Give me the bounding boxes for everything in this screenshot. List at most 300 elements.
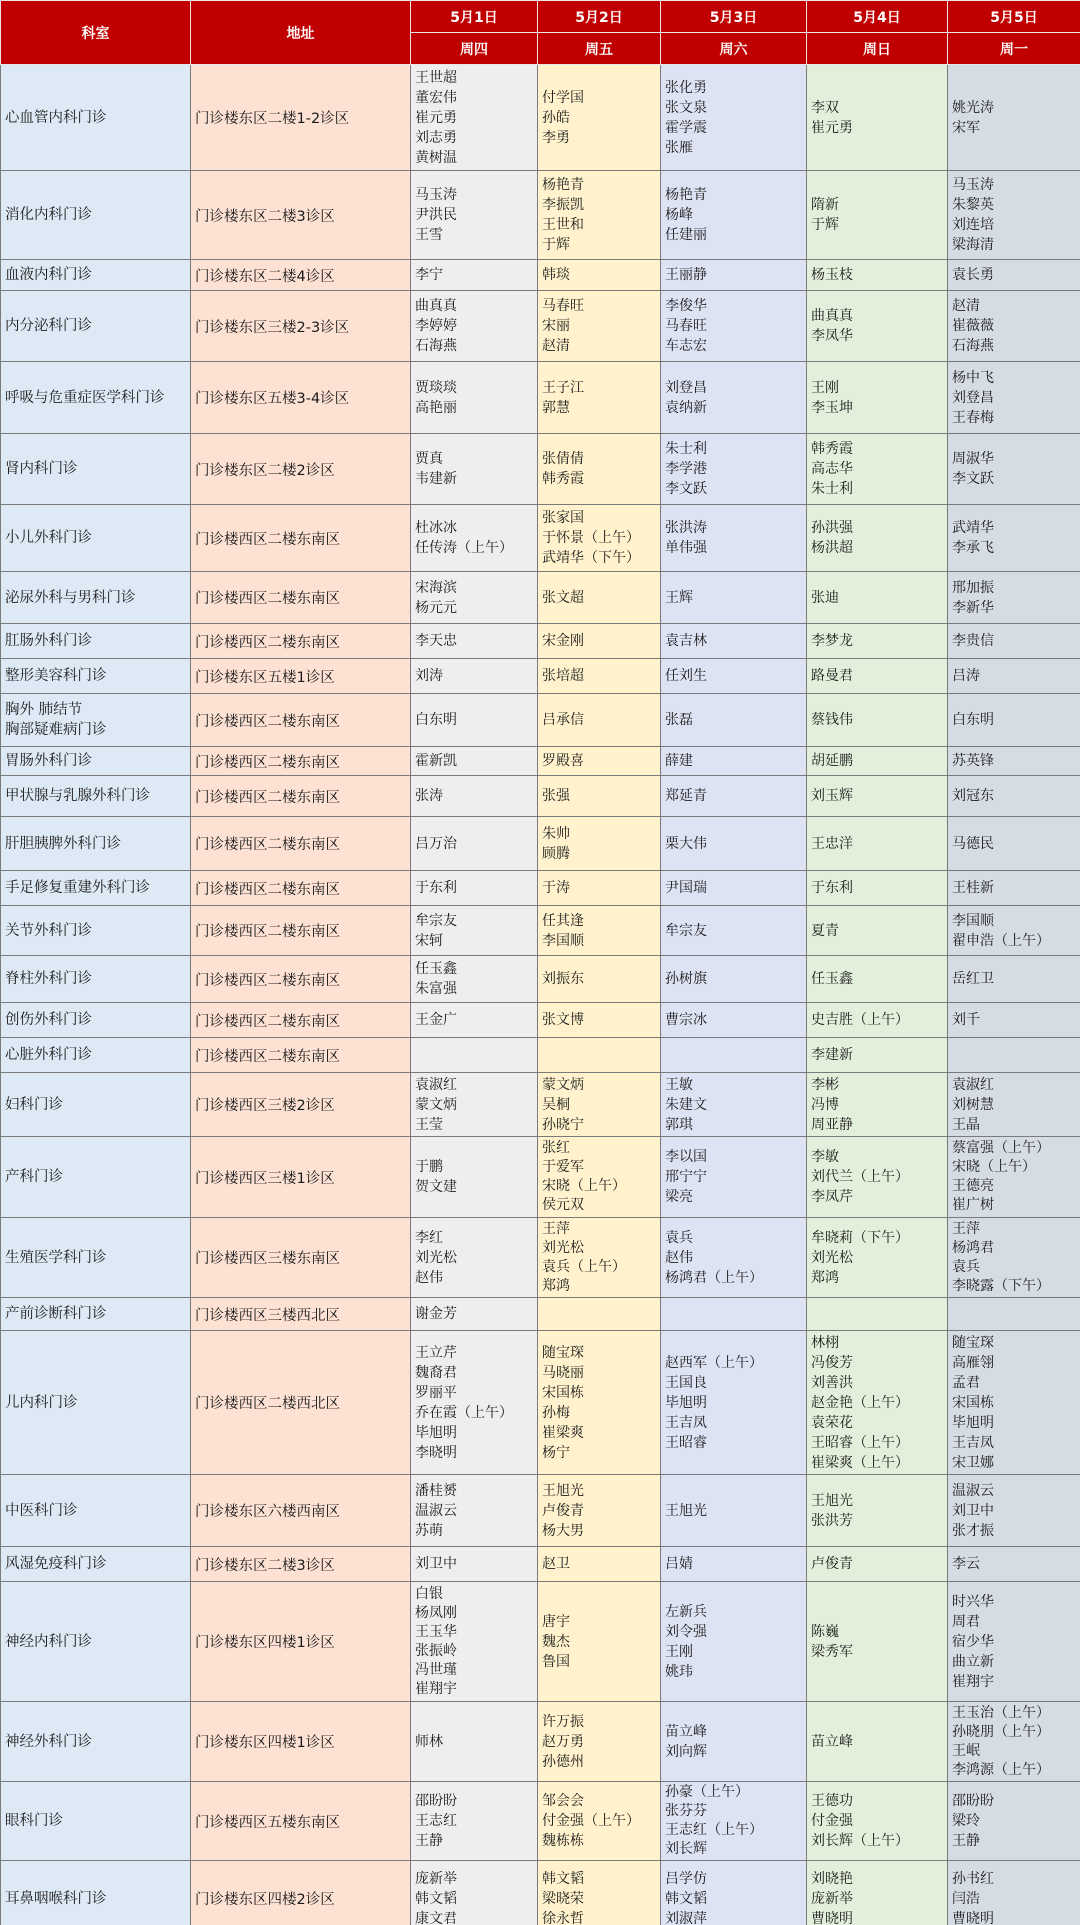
doctor-name: 孙晓宁 — [542, 1116, 584, 1133]
address-header: 地址 — [191, 1, 411, 65]
doctor-name: 潘桂赟 — [415, 1482, 457, 1499]
doctor-name: 任传涛（上午） — [415, 540, 513, 556]
doctor-name: 韩琰 — [542, 267, 570, 283]
doctor-cell — [948, 1547, 1080, 1582]
doctor-cell — [948, 1298, 1080, 1331]
doctor-cell — [948, 817, 1080, 871]
doctor-name: 梁秀军 — [811, 1643, 853, 1660]
doctor-name: 刘善洪 — [811, 1374, 853, 1391]
doctor-cell — [948, 659, 1080, 694]
doctor-name: 杨元元 — [415, 599, 457, 616]
doctor-name: 赵伟 — [665, 1249, 693, 1266]
doctor-name: 薛建 — [665, 753, 693, 769]
doctor-name: 崔薇薇 — [952, 318, 994, 334]
table-row — [1, 1073, 1080, 1137]
doctor-name: 刘光松 — [415, 1249, 457, 1266]
address-cell: 门诊楼东区四楼1诊区 — [191, 1582, 411, 1702]
dept-name: 肛肠外科门诊 — [5, 633, 92, 649]
doctor-cell — [948, 747, 1080, 776]
doctor-name: 黄树温 — [415, 149, 457, 166]
doctor-cell — [411, 956, 538, 1003]
doctor-name: 赵金艳（上午） — [811, 1394, 909, 1411]
doctor-name: 石海燕 — [415, 338, 457, 354]
doctor-name: 李云 — [952, 1556, 980, 1572]
doctor-name: 袁淑红 — [415, 1076, 457, 1093]
doctor-name: 张倩倩 — [542, 451, 584, 467]
address-cell: 门诊楼东区三楼2-3诊区 — [191, 291, 411, 362]
address-cell: 门诊楼西区二楼东南区 — [191, 956, 411, 1003]
weekday-header: 周六 — [661, 33, 807, 65]
doctor-name: 毕旭明 — [665, 1394, 707, 1411]
doctor-cell — [948, 1582, 1080, 1702]
doctor-name: 李红 — [415, 1229, 443, 1246]
table-row — [1, 956, 1080, 1003]
doctor-name: 崔元勇 — [415, 109, 457, 126]
doctor-name: 蒙文炳 — [542, 1076, 584, 1093]
dept-cell — [1, 260, 191, 291]
doctor-name: 李敏 — [811, 1149, 839, 1165]
doctor-cell — [538, 1702, 661, 1782]
doctor-name: 刘登昌 — [665, 379, 707, 396]
doctor-cell — [411, 817, 538, 871]
doctor-name: 夏青 — [811, 922, 839, 939]
doctor-name: 李新华 — [952, 599, 994, 616]
doctor-name: 朱建文 — [665, 1096, 707, 1113]
doctor-name: 刘光松 — [811, 1249, 853, 1266]
doctor-cell — [411, 1475, 538, 1547]
doctor-name: 曲立新 — [952, 1653, 994, 1670]
address-cell: 门诊楼西区三楼东南区 — [191, 1218, 411, 1298]
dept-cell — [1, 817, 191, 871]
doctor-name: 王金广 — [415, 1012, 457, 1028]
dept-cell — [1, 1331, 191, 1475]
doctor-cell — [661, 1073, 807, 1137]
doctor-name: 康文君 — [415, 1910, 457, 1925]
doctor-name: 姚玮 — [665, 1663, 693, 1680]
doctor-cell — [661, 1331, 807, 1475]
doctor-name: 于怀景（上午） — [542, 530, 640, 546]
doctor-cell — [538, 1298, 661, 1331]
doctor-name: 赵清 — [542, 338, 570, 354]
table-row — [1, 694, 1080, 747]
doctor-name: 孙豪（上午） — [665, 1784, 749, 1800]
dept-name: 内分泌科门诊 — [5, 318, 92, 334]
doctor-name: 朱士利 — [811, 481, 853, 497]
weekday-header: 周日 — [807, 33, 948, 65]
doctor-name: 曹宗冰 — [665, 1012, 707, 1028]
table-row — [1, 434, 1080, 505]
doctor-cell — [661, 171, 807, 260]
date-header: 5月1日 — [411, 1, 538, 33]
table-row — [1, 65, 1080, 171]
table-row — [1, 747, 1080, 776]
doctor-name: 韩文韬 — [542, 1870, 584, 1887]
doctor-name: 崔翔宇 — [415, 1680, 457, 1697]
doctor-name: 李建新 — [811, 1047, 853, 1063]
doctor-cell — [411, 434, 538, 505]
doctor-name: 贾琰琰 — [415, 379, 457, 396]
doctor-name: 曹晓明 — [811, 1910, 853, 1925]
weekday-header: 周四 — [411, 33, 538, 65]
doctor-name: 李宁 — [415, 267, 443, 283]
doctor-name: 曹晓明 — [952, 1910, 994, 1925]
doctor-name: 李以国 — [665, 1149, 707, 1165]
doctor-cell — [807, 65, 948, 171]
table-row — [1, 572, 1080, 624]
doctor-cell — [411, 1861, 538, 1925]
doctor-name: 李俊华 — [665, 298, 707, 314]
doctor-name: 袁兵 — [665, 1229, 693, 1246]
doctor-cell — [807, 1861, 948, 1925]
dept-cell — [1, 776, 191, 817]
dept-cell — [1, 1475, 191, 1547]
doctor-name: 王静 — [952, 1833, 980, 1849]
doctor-name: 李婷婷 — [415, 318, 457, 334]
doctor-name: 杨洪超 — [811, 540, 853, 556]
doctor-name: 尹洪民 — [415, 207, 457, 223]
doctor-name: 赵万勇 — [542, 1733, 584, 1750]
table-row — [1, 1702, 1080, 1782]
doctor-name: 马德民 — [952, 835, 994, 852]
doctor-name: 马玉涛 — [415, 187, 457, 203]
doctor-cell — [661, 1218, 807, 1298]
doctor-name: 刘代兰（上午） — [811, 1169, 909, 1185]
table-row — [1, 1547, 1080, 1582]
doctor-name: 白东明 — [415, 712, 457, 728]
doctor-cell — [948, 434, 1080, 505]
doctor-name: 王志红（上午） — [665, 1822, 763, 1838]
doctor-cell — [661, 1702, 807, 1782]
doctor-name: 白银 — [415, 1585, 443, 1602]
doctor-name: 李彬 — [811, 1076, 839, 1093]
doctor-name: 袁长勇 — [952, 267, 994, 283]
doctor-name: 袁兵 — [952, 1258, 980, 1275]
dept-name: 手足修复重建外科门诊 — [5, 880, 150, 896]
doctor-name: 马春旺 — [542, 298, 584, 314]
doctor-name: 李承飞 — [952, 540, 994, 556]
table-row — [1, 1298, 1080, 1331]
doctor-cell — [807, 1475, 948, 1547]
doctor-cell — [807, 1331, 948, 1475]
doctor-cell — [661, 1547, 807, 1582]
doctor-name: 梁亮 — [665, 1189, 693, 1205]
dept-cell — [1, 1137, 191, 1218]
doctor-cell — [538, 1073, 661, 1137]
doctor-cell — [807, 659, 948, 694]
doctor-cell — [538, 260, 661, 291]
doctor-name: 张化勇 — [665, 79, 707, 96]
doctor-name: 马晓丽 — [542, 1364, 584, 1381]
doctor-name: 宋轲 — [415, 932, 443, 949]
doctor-name: 朱士利 — [665, 441, 707, 457]
doctor-cell — [807, 291, 948, 362]
doctor-name: 徐永哲 — [542, 1910, 584, 1925]
doctor-name: 苗立峰 — [665, 1723, 707, 1740]
address-cell: 门诊楼西区三楼1诊区 — [191, 1137, 411, 1218]
doctor-name: 张磊 — [665, 712, 693, 728]
doctor-cell — [661, 906, 807, 956]
doctor-name: 蒙文炳 — [415, 1096, 457, 1113]
doctor-name: 魏裔君 — [415, 1364, 457, 1381]
address-cell: 门诊楼西区二楼东南区 — [191, 817, 411, 871]
doctor-cell — [411, 1137, 538, 1218]
doctor-name: 陈巍 — [811, 1623, 839, 1640]
doctor-name: 曲真真 — [811, 308, 853, 324]
address-cell: 门诊楼东区二楼3诊区 — [191, 1547, 411, 1582]
doctor-name: 侯元双 — [542, 1197, 584, 1213]
doctor-name: 王丽静 — [665, 267, 707, 283]
doctor-name: 庞新举 — [811, 1890, 853, 1907]
doctor-name: 韩秀霞 — [542, 471, 584, 487]
dept-name: 肝胆胰脾外科门诊 — [5, 835, 121, 852]
address-cell: 门诊楼西区二楼东南区 — [191, 1003, 411, 1038]
doctor-name: 冯俊芳 — [811, 1354, 853, 1371]
doctor-name: 孙树旗 — [665, 971, 707, 987]
table-row — [1, 362, 1080, 434]
doctor-name: 李凤芹 — [811, 1189, 853, 1205]
doctor-name: 郑鸿 — [542, 1277, 570, 1294]
address-cell: 门诊楼东区二楼3诊区 — [191, 171, 411, 260]
doctor-name: 谢金芳 — [415, 1306, 457, 1322]
doctor-name: 宋晓（上午） — [952, 1159, 1036, 1175]
doctor-name: 牟宗友 — [665, 922, 707, 939]
doctor-name: 宋晓（上午） — [542, 1178, 626, 1194]
doctor-cell — [948, 871, 1080, 906]
doctor-cell — [411, 260, 538, 291]
table-row — [1, 1861, 1080, 1925]
doctor-name: 贺文建 — [415, 1179, 457, 1195]
dept-name: 小儿外科门诊 — [5, 530, 92, 546]
doctor-name: 王昭睿 — [665, 1434, 707, 1451]
doctor-name: 冯博 — [811, 1096, 839, 1113]
address-cell: 门诊楼西区三楼2诊区 — [191, 1073, 411, 1137]
doctor-name: 李玉坤 — [811, 399, 853, 416]
doctor-cell — [411, 291, 538, 362]
address-cell: 门诊楼东区五楼1诊区 — [191, 659, 411, 694]
doctor-name: 庞新举 — [415, 1870, 457, 1887]
dept-name: 整形美容科门诊 — [5, 668, 107, 684]
doctor-name: 李勇 — [542, 129, 570, 146]
doctor-name: 石海燕 — [952, 338, 994, 354]
doctor-name: 王刚 — [811, 379, 839, 396]
doctor-name: 苗立峰 — [811, 1733, 853, 1750]
doctor-cell — [948, 65, 1080, 171]
doctor-name: 于辉 — [811, 217, 839, 233]
doctor-cell — [538, 1137, 661, 1218]
doctor-name: 翟申浩（上午） — [952, 932, 1050, 949]
doctor-cell — [661, 659, 807, 694]
doctor-cell — [948, 1782, 1080, 1861]
date-header: 5月2日 — [538, 1, 661, 33]
doctor-name: 孙晓朋（上午） — [952, 1723, 1050, 1740]
doctor-cell — [538, 956, 661, 1003]
doctor-name: 唐宇 — [542, 1613, 570, 1630]
doctor-name: 李梦龙 — [811, 633, 853, 649]
doctor-cell — [948, 362, 1080, 434]
doctor-cell — [807, 1582, 948, 1702]
dept-name: 耳鼻咽喉科门诊 — [5, 1890, 107, 1907]
dept-name: 关节外科门诊 — [5, 922, 92, 939]
doctor-cell — [661, 776, 807, 817]
doctor-cell — [538, 362, 661, 434]
doctor-cell — [411, 171, 538, 260]
doctor-name: 王岷 — [952, 1742, 980, 1759]
doctor-name: 孙德州 — [542, 1753, 584, 1770]
doctor-cell — [538, 817, 661, 871]
doctor-name: 于涛 — [542, 880, 570, 896]
table-row — [1, 817, 1080, 871]
doctor-name: 任其逢 — [542, 912, 584, 929]
doctor-name: 于东利 — [811, 880, 853, 896]
doctor-name: 王玉华 — [415, 1623, 457, 1640]
doctor-cell — [948, 1331, 1080, 1475]
doctor-name: 崔翔宇 — [952, 1673, 994, 1690]
date-header: 5月5日 — [948, 1, 1080, 33]
dept-name: 肾内科门诊 — [5, 461, 78, 477]
dept-name: 生殖医学科门诊 — [5, 1249, 107, 1266]
doctor-name: 刘树慧 — [952, 1096, 994, 1113]
doctor-cell — [807, 1547, 948, 1582]
doctor-name: 赵卫 — [542, 1556, 570, 1572]
doctor-cell — [807, 1782, 948, 1861]
doctor-cell — [538, 291, 661, 362]
doctor-name: 杨峰 — [665, 207, 693, 223]
doctor-cell — [411, 776, 538, 817]
doctor-cell — [807, 362, 948, 434]
doctor-name: 杨艳青 — [665, 187, 707, 203]
doctor-name: 武靖华 — [952, 520, 994, 536]
doctor-cell — [948, 1073, 1080, 1137]
doctor-name: 刘令强 — [665, 1623, 707, 1640]
doctor-name: 王吉凤 — [665, 1414, 707, 1431]
doctor-name: 胡延鹏 — [811, 753, 853, 769]
doctor-cell — [661, 572, 807, 624]
doctor-name: 车志宏 — [665, 338, 707, 354]
doctor-cell — [661, 747, 807, 776]
doctor-name: 隋新 — [811, 197, 839, 213]
doctor-name: 杨玉枝 — [811, 267, 853, 283]
doctor-cell — [807, 505, 948, 572]
doctor-name: 任刘生 — [665, 668, 707, 684]
weekday-header: 周五 — [538, 33, 661, 65]
doctor-name: 梁晓荣 — [542, 1890, 584, 1907]
doctor-name: 孙书红 — [952, 1870, 994, 1887]
table-row — [1, 1331, 1080, 1475]
dept-cell — [1, 1547, 191, 1582]
doctor-cell — [661, 956, 807, 1003]
doctor-name: 李天忠 — [415, 633, 457, 649]
doctor-name: 王世和 — [542, 217, 584, 233]
doctor-cell — [948, 1218, 1080, 1298]
doctor-cell — [538, 624, 661, 659]
doctor-name: 付金强 — [811, 1813, 853, 1829]
doctor-name: 杜冰冰 — [415, 520, 457, 536]
dept-name: 消化内科门诊 — [5, 207, 92, 223]
doctor-cell — [948, 1137, 1080, 1218]
doctor-name: 毕旭明 — [952, 1414, 994, 1431]
doctor-name: 王志红 — [415, 1813, 457, 1829]
dept-name: 胃肠外科门诊 — [5, 753, 92, 769]
doctor-cell — [538, 572, 661, 624]
doctor-name: 宋海滨 — [415, 579, 457, 596]
dept-cell — [1, 362, 191, 434]
doctor-name: 刘长辉（上午） — [811, 1833, 909, 1849]
table-row — [1, 260, 1080, 291]
doctor-cell — [948, 171, 1080, 260]
doctor-cell — [948, 1702, 1080, 1782]
doctor-name: 袁纳新 — [665, 399, 707, 416]
dept-name: 创伤外科门诊 — [5, 1012, 92, 1028]
doctor-name: 蔡富强（上午） — [952, 1140, 1050, 1156]
doctor-name: 武靖华（下午） — [542, 550, 640, 566]
doctor-cell — [807, 1298, 948, 1331]
doctor-name: 孟君 — [952, 1374, 980, 1391]
doctor-name: 崔元勇 — [811, 119, 853, 136]
dept-cell — [1, 659, 191, 694]
doctor-name: 乔在霞（上午） — [415, 1404, 513, 1421]
doctor-name: 张家国 — [542, 510, 584, 526]
table-row — [1, 1003, 1080, 1038]
doctor-name: 张涛 — [415, 788, 443, 804]
doctor-cell — [411, 659, 538, 694]
doctor-name: 刘晓艳 — [811, 1870, 853, 1887]
doctor-name: 林栩 — [811, 1334, 839, 1351]
table-row — [1, 871, 1080, 906]
doctor-cell — [661, 434, 807, 505]
doctor-name: 吕万治 — [415, 835, 457, 852]
dept-name: 妇科门诊 — [5, 1096, 63, 1113]
doctor-name: 宿少华 — [952, 1633, 994, 1650]
doctor-cell — [411, 906, 538, 956]
doctor-cell — [948, 291, 1080, 362]
doctor-name: 张洪芳 — [811, 1512, 853, 1529]
dept-name: 产科门诊 — [5, 1169, 63, 1185]
doctor-name: 王旭光 — [811, 1492, 853, 1509]
doctor-name: 袁兵（上午） — [542, 1258, 626, 1275]
dept-name: 风湿免疫科门诊 — [5, 1556, 107, 1572]
address-cell: 门诊楼西区二楼东南区 — [191, 906, 411, 956]
doctor-cell — [661, 694, 807, 747]
doctor-cell — [411, 1038, 538, 1073]
table-row — [1, 1038, 1080, 1073]
doctor-cell — [538, 659, 661, 694]
doctor-name: 王敏 — [665, 1076, 693, 1093]
doctor-name: 王昭睿（上午） — [811, 1434, 909, 1451]
doctor-name: 刘淑萍 — [665, 1910, 707, 1925]
dept-name: 胸外 肺结节 — [5, 702, 83, 718]
table-header — [1, 1, 1080, 65]
doctor-name: 孙梅 — [542, 1404, 570, 1421]
doctor-name: 付学国 — [542, 89, 584, 106]
doctor-cell — [411, 1582, 538, 1702]
doctor-name: 杨宁 — [542, 1444, 570, 1461]
doctor-name: 贾真 — [415, 451, 443, 467]
weekday-header: 周一 — [948, 33, 1080, 65]
doctor-name: 周亚静 — [811, 1116, 853, 1133]
doctor-cell — [948, 906, 1080, 956]
doctor-cell — [807, 1137, 948, 1218]
doctor-cell — [948, 1861, 1080, 1925]
doctor-cell — [411, 694, 538, 747]
doctor-name: 周淑华 — [952, 451, 994, 467]
doctor-name: 马玉涛 — [952, 177, 994, 193]
doctor-cell — [807, 694, 948, 747]
table-row — [1, 171, 1080, 260]
doctor-name: 邹会会 — [542, 1793, 584, 1809]
doctor-name: 顾腾 — [542, 845, 570, 862]
doctor-name: 毕旭明 — [415, 1424, 457, 1441]
doctor-name: 王子江 — [542, 379, 584, 396]
